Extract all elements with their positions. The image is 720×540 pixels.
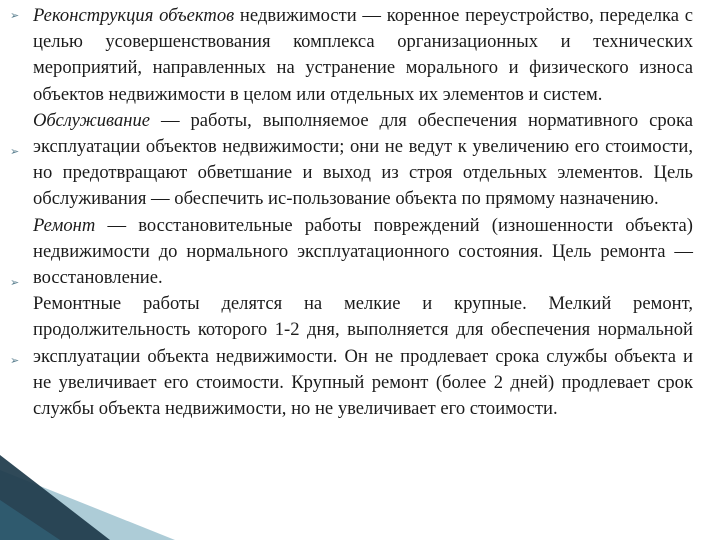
paragraph-reconstruction: [33, 3, 693, 108]
definition-maintenance: — работы, выполняемое для обеспечения нормативного срока эксплуатации объектов недвижимости; они не ведут к увеличению его стоимости, но предотвращают обветшание и выход из строя отдельных элементов. Цель обслуживания — обеспечить ис-пользование объекта по прямому назначению.: [33, 109, 693, 210]
text-content: [33, 3, 693, 422]
corner-shape-light: [0, 470, 175, 540]
arrow-bullet-icon: ➢: [10, 276, 20, 289]
term-maintenance: Обслуживание: [33, 109, 151, 131]
arrow-bullet-icon: ➢: [10, 354, 20, 367]
arrow-bullet-icon: ➢: [10, 9, 20, 22]
definition-repair-types: Ремонтные работы делятся на мелкие и крупные. Мелкий ремонт, продолжительность которого 1-2 дня, выполняется для обеспечения нормальной эксплуатации объекта недвижимости. Он не продлевает срока службы объекта и не увеличивает его стоимости. Крупный ремонт (более 2 дней) продлевает срок службы объекта недвижимости, но не увеличивает его стоимости.: [33, 293, 693, 420]
corner-shape-mid: [0, 500, 60, 540]
paragraph-maintenance: [33, 108, 693, 213]
term-repair: Ремонт: [33, 214, 96, 236]
paragraph-repair: [33, 213, 693, 292]
corner-shape-dark: [0, 455, 110, 540]
paragraph-repair-types: [33, 291, 693, 422]
term-reconstruction: Реконструкция объектов: [33, 5, 235, 26]
definition-reconstruction: недвижимости — коренное переустройство, переделка с целью усовершенствования комплекса организационных и технических мероприятий, направленных на устранение морального и физического износа объектов недвижимости в целом или отдельных их элементов и систем.: [33, 5, 693, 105]
definition-repair: — восстановительные работы повреждений (изношенности объекта) недвижимости до нормального эксплуатационного состояния. Цель ремонта — восстановление.: [33, 214, 693, 289]
arrow-bullet-icon: ➢: [10, 145, 20, 158]
